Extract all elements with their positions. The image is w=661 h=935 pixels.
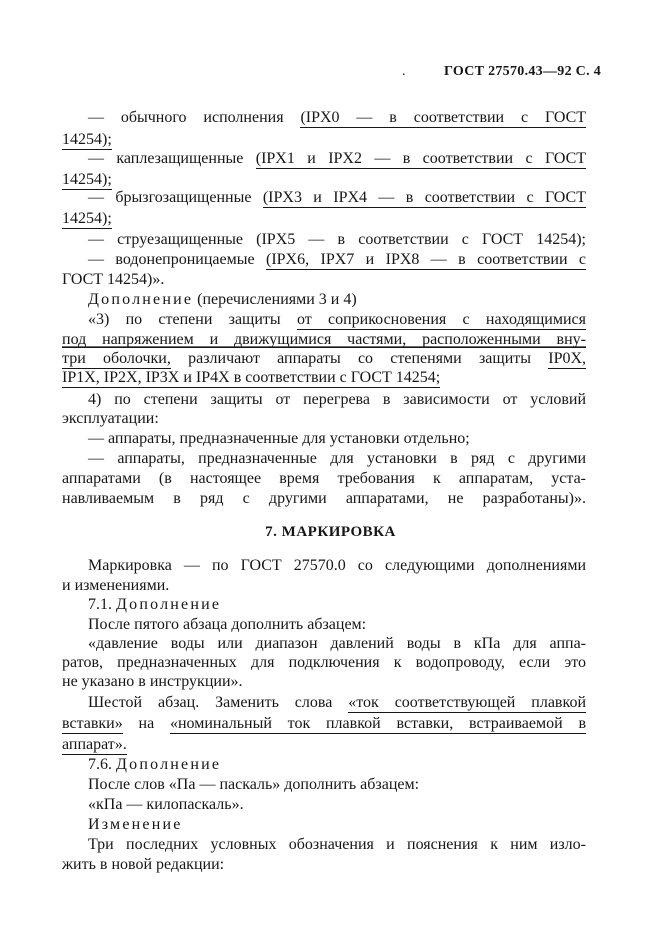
text-line: Шестой абзац. Заменить слова «ток соответствующей плавкой — [88, 694, 586, 711]
text-line: — аппараты, предназначенные для установки в ряд с другими — [88, 450, 586, 467]
text-line: аппарат». — [62, 736, 127, 753]
spaced-heading: Дополнение — [116, 756, 222, 773]
text-line: под напряжением и движущимися частями, расположенными вну- — [62, 331, 586, 348]
text-line: Три последних условных обозначения и пояснения к ним изло- — [88, 836, 586, 853]
text-line: 7.6. Дополнение — [88, 756, 222, 773]
text-line: жить в новой редакции: — [62, 856, 225, 873]
text-line — [62, 815, 586, 835]
text-line: — водонепроницаемые (IPX6, IPX7 и IPX8 — в соответствии с — [88, 251, 587, 268]
text-line: — каплезащищенные (IPX1 и IPX2 — в соответствии с ГОСТ — [88, 150, 587, 167]
text-line: навливаемым в ряд с другими аппаратами, не разработаны)». — [62, 490, 586, 507]
header-mark: . — [402, 64, 406, 79]
text-line: аппаратами (в настоящее время требования к аппаратам, уста- — [62, 470, 586, 487]
text-line: три оболочки, различают аппараты со степенями защиты IP0X, — [62, 350, 587, 367]
text-line: Дополнение (перечислениями 3 и 4) — [88, 291, 357, 308]
text-line: вставки» на «номинальный ток плавкой вставки, встраиваемой в — [62, 715, 587, 732]
text-line: — брызгозащищенные (IPX3 и IPX4 — в соответствии с ГОСТ — [88, 189, 587, 206]
text-line: 14254); — [62, 171, 112, 188]
text-line: 4) по степени защиты от перегрева в зависимости от условий — [88, 391, 586, 408]
text-line: — обычного исполнения (IPX0 — в соответствии с ГОСТ — [88, 109, 587, 126]
text-line: 14254); — [62, 210, 112, 227]
text-line: После слов «Па — паскаль» дополнить абзацем: — [88, 776, 420, 793]
spaced-heading: Дополнение — [116, 596, 222, 613]
text-line: 14254); — [62, 131, 112, 148]
section-heading: 7. МАРКИРОВКА — [265, 524, 396, 540]
text-line: После пятого абзаца дополнить абзацем: — [88, 616, 367, 633]
text-line: IP1X, IP2X, IP3X и IP4X в соответствии с ГОСТ 14254; — [62, 369, 441, 386]
text-line: «кПа — килопаскаль». — [88, 796, 244, 813]
spaced-heading: Дополнение — [88, 291, 194, 308]
text-line: 7.1. Дополнение — [88, 596, 222, 613]
text-line: ратов, предназначенных для подключения к водопроводу, если это — [62, 654, 586, 671]
text-line: «давление воды или диапазон давлений воды в кПа для аппа- — [88, 635, 586, 652]
text-line: ГОСТ 14254)». — [62, 271, 165, 288]
text-line: эксплуатации: — [62, 410, 159, 427]
spaced-heading: Изменение — [88, 816, 183, 833]
text-line: «3) по степени защиты от соприкосновения с находящимися — [88, 311, 587, 328]
text-line: — аппараты, предназначенные для установки отдельно; — [88, 430, 470, 447]
text-line: — струезащищенные (IPX5 — в соответствии с ГОСТ 14254); — [88, 231, 586, 248]
text-line: не указано в инструкции». — [62, 673, 243, 690]
running-header: ГОСТ 27570.43—92 С. 4 — [444, 64, 601, 79]
text-line: и изменениями. — [62, 577, 170, 594]
text-line: Маркировка — по ГОСТ 27570.0 со следующими дополнениями — [88, 557, 586, 574]
